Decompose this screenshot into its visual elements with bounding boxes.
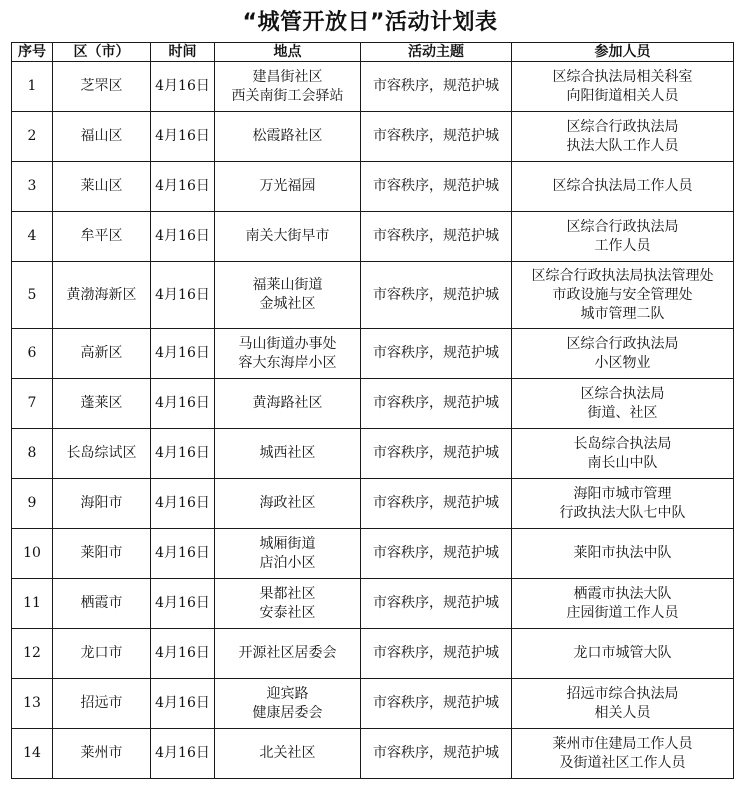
- location-line: 店泊小区: [259, 554, 316, 571]
- cell-participants: [512, 429, 734, 479]
- cell-district: 牟平区: [53, 212, 151, 262]
- cell-participants: [512, 579, 734, 629]
- cell-date: 4月16日: [151, 329, 215, 379]
- location-line: 松霞路社区: [252, 128, 323, 144]
- cell-theme: 市容秩序，规范护城: [361, 329, 512, 379]
- cell-location: [215, 479, 361, 529]
- cell-location: [215, 429, 361, 479]
- table-row: [12, 629, 734, 679]
- table-body: [12, 62, 734, 779]
- participant-line: 区综合行政执法局: [566, 335, 679, 352]
- location-line: 北关社区: [259, 745, 316, 761]
- cell-theme: 市容秩序，规范护城: [361, 429, 512, 479]
- cell-no: 8: [12, 429, 53, 479]
- participant-line: 莱阳市执法中队: [573, 545, 672, 561]
- activity-plan-table: [11, 42, 734, 779]
- cell-participants: [512, 379, 734, 429]
- cell-date: 4月16日: [151, 479, 215, 529]
- table-row: [12, 529, 734, 579]
- table-row: [12, 329, 734, 379]
- table-row: [12, 162, 734, 212]
- cell-theme: 市容秩序，规范护城: [361, 579, 512, 629]
- participant-line: 区综合执法局相关科室: [552, 68, 693, 85]
- participant-line: 及街道社区工作人员: [559, 754, 686, 771]
- cell-no: 6: [12, 329, 53, 379]
- participant-line: 市政设施与安全管理处: [552, 286, 693, 303]
- location-line: 健康居委会: [252, 704, 323, 721]
- participant-line: 工作人员: [594, 237, 651, 254]
- table-row: [12, 112, 734, 162]
- location-line: 南关大街早市: [245, 228, 330, 244]
- cell-participants: [512, 629, 734, 679]
- cell-district: 莱山区: [53, 162, 151, 212]
- cell-date: 4月16日: [151, 262, 215, 329]
- table-row: [12, 262, 734, 329]
- cell-no: 1: [12, 62, 53, 112]
- cell-participants: [512, 329, 734, 379]
- cell-district: 高新区: [53, 329, 151, 379]
- cell-date: 4月16日: [151, 729, 215, 779]
- cell-theme: 市容秩序，规范护城: [361, 162, 512, 212]
- cell-location: [215, 679, 361, 729]
- document-title: “城管开放日”活动计划表: [242, 10, 498, 35]
- cell-no: 12: [12, 629, 53, 679]
- participant-line: 区综合行政执法局执法管理处: [531, 267, 714, 284]
- participant-line: 城市管理二队: [580, 305, 665, 322]
- cell-date: 4月16日: [151, 62, 215, 112]
- cell-district: 福山区: [53, 112, 151, 162]
- cell-theme: 市容秩序，规范护城: [361, 379, 512, 429]
- cell-district: 黄渤海新区: [53, 262, 151, 329]
- cell-district: 招远市: [53, 679, 151, 729]
- location-line: 迎宾路: [266, 685, 309, 702]
- cell-district: 芝罘区: [53, 62, 151, 112]
- location-line: 城厢街道: [259, 535, 316, 552]
- participant-line: 区综合行政执法局: [566, 118, 679, 135]
- participant-line: 海阳市城市管理: [573, 485, 672, 502]
- location-line: 果都社区: [259, 585, 316, 602]
- cell-location: [215, 212, 361, 262]
- cell-date: 4月16日: [151, 212, 215, 262]
- cell-location: [215, 329, 361, 379]
- cell-participants: [512, 479, 734, 529]
- header-date: 时间: [151, 43, 215, 62]
- cell-date: 4月16日: [151, 579, 215, 629]
- cell-district: 海阳市: [53, 479, 151, 529]
- participant-line: 区综合执法局: [580, 385, 665, 402]
- cell-no: 11: [12, 579, 53, 629]
- cell-theme: 市容秩序，规范护城: [361, 529, 512, 579]
- cell-district: 长岛综试区: [53, 429, 151, 479]
- location-line: 福莱山街道: [252, 277, 323, 293]
- location-line: 黄海路社区: [252, 395, 323, 411]
- location-line: 开源社区居委会: [238, 645, 337, 661]
- cell-location: [215, 529, 361, 579]
- location-line: 城西社区: [259, 445, 316, 461]
- cell-no: 3: [12, 162, 53, 212]
- cell-date: 4月16日: [151, 679, 215, 729]
- cell-participants: [512, 679, 734, 729]
- table-row: [12, 429, 734, 479]
- cell-participants: [512, 62, 734, 112]
- cell-theme: 市容秩序，规范护城: [361, 62, 512, 112]
- table-header-row: [12, 43, 734, 62]
- cell-no: 10: [12, 529, 53, 579]
- table-row: [12, 729, 734, 779]
- cell-date: 4月16日: [151, 162, 215, 212]
- cell-no: 7: [12, 379, 53, 429]
- cell-location: [215, 629, 361, 679]
- cell-district: 栖霞市: [53, 579, 151, 629]
- location-line: 建昌街社区: [252, 68, 323, 85]
- location-line: 金城社区: [259, 296, 316, 312]
- cell-location: [215, 112, 361, 162]
- cell-location: [215, 729, 361, 779]
- participant-line: 长岛综合执法局: [573, 435, 672, 452]
- cell-date: 4月16日: [151, 529, 215, 579]
- participant-line: 招远市综合执法局: [566, 685, 679, 702]
- cell-no: 4: [12, 212, 53, 262]
- cell-date: 4月16日: [151, 112, 215, 162]
- cell-district: 龙口市: [53, 629, 151, 679]
- participant-line: 相关人员: [594, 704, 651, 721]
- header-theme: 活动主题: [361, 43, 512, 62]
- table-row: [12, 62, 734, 112]
- participant-line: 庄园街道工作人员: [566, 604, 679, 621]
- cell-date: 4月16日: [151, 629, 215, 679]
- cell-location: [215, 379, 361, 429]
- participant-line: 区综合行政执法局: [566, 218, 679, 235]
- location-line: 万光福园: [259, 178, 316, 194]
- cell-participants: [512, 212, 734, 262]
- cell-participants: [512, 162, 734, 212]
- participant-line: 栖霞市执法大队: [573, 585, 672, 602]
- participant-line: 莱州市住建局工作人员: [552, 735, 693, 752]
- cell-location: [215, 579, 361, 629]
- cell-location: [215, 162, 361, 212]
- participant-line: 执法大队工作人员: [566, 137, 679, 154]
- participant-line: 区综合执法局工作人员: [552, 178, 693, 194]
- table-row: [12, 679, 734, 729]
- table-row: [12, 479, 734, 529]
- location-line: 马山街道办事处: [238, 335, 337, 352]
- cell-no: 13: [12, 679, 53, 729]
- cell-theme: 市容秩序，规范护城: [361, 479, 512, 529]
- cell-location: [215, 62, 361, 112]
- location-line: 安泰社区: [259, 604, 316, 621]
- cell-participants: [512, 112, 734, 162]
- cell-participants: [512, 529, 734, 579]
- cell-participants: [512, 729, 734, 779]
- header-district: 区（市）: [53, 43, 151, 62]
- table-row: [12, 379, 734, 429]
- header-location: 地点: [215, 43, 361, 62]
- cell-no: 5: [12, 262, 53, 329]
- cell-theme: 市容秩序，规范护城: [361, 262, 512, 329]
- participant-line: 小区物业: [594, 354, 651, 371]
- cell-district: 蓬莱区: [53, 379, 151, 429]
- cell-no: 14: [12, 729, 53, 779]
- table-row: [12, 579, 734, 629]
- header-no: 序号: [12, 43, 53, 62]
- cell-theme: 市容秩序，规范护城: [361, 212, 512, 262]
- cell-theme: 市容秩序，规范护城: [361, 112, 512, 162]
- participant-line: 龙口市城管大队: [573, 645, 672, 661]
- participant-line: 向阳街道相关人员: [566, 87, 679, 104]
- cell-theme: 市容秩序，规范护城: [361, 629, 512, 679]
- cell-no: 2: [12, 112, 53, 162]
- table-row: [12, 212, 734, 262]
- cell-no: 9: [12, 479, 53, 529]
- participant-line: 南长山中队: [587, 454, 658, 471]
- cell-location: [215, 262, 361, 329]
- cell-date: 4月16日: [151, 429, 215, 479]
- cell-date: 4月16日: [151, 379, 215, 429]
- cell-theme: 市容秩序，规范护城: [361, 729, 512, 779]
- participant-line: 行政执法大队七中队: [559, 504, 686, 521]
- cell-district: 莱阳市: [53, 529, 151, 579]
- location-line: 容大东海岸小区: [238, 354, 337, 371]
- cell-district: 莱州市: [53, 729, 151, 779]
- header-participants: 参加人员: [512, 43, 734, 62]
- cell-participants: [512, 262, 734, 329]
- location-line: 西关南街工会驿站: [231, 87, 344, 104]
- location-line: 海政社区: [259, 495, 316, 511]
- cell-theme: 市容秩序，规范护城: [361, 679, 512, 729]
- participant-line: 街道、社区: [587, 404, 658, 421]
